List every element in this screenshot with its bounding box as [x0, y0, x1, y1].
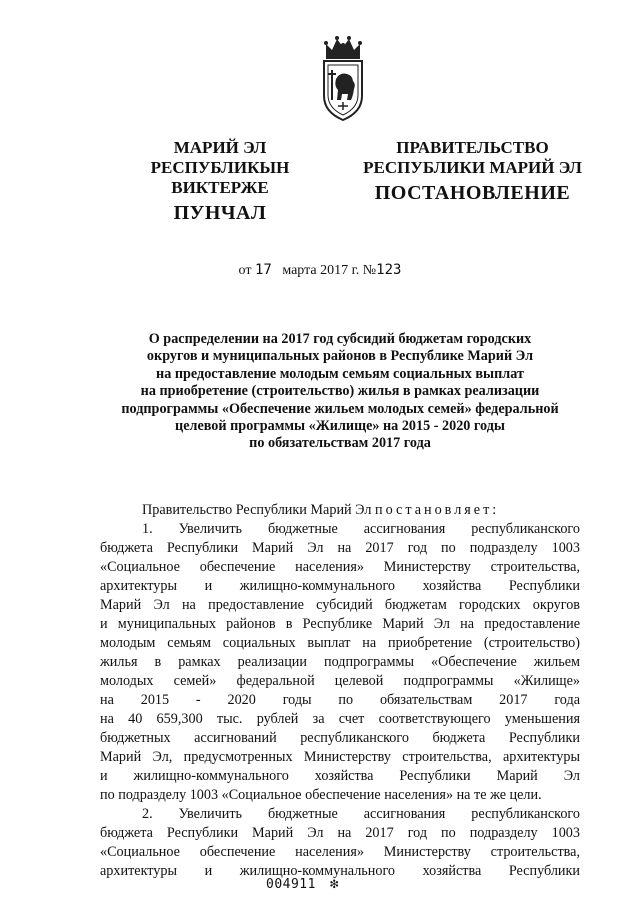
- header-right-doc-type: ПОСТАНОВЛЕНИЕ: [374, 182, 571, 204]
- body-line: архитектуры и жилищно-коммунального хозяйства Республики: [100, 578, 580, 594]
- body-line: архитектуры и жилищно-коммунального хозяйства Республики: [100, 863, 580, 879]
- body-line: и муниципальных районов в Республике Марий Эл на предоставление: [100, 616, 580, 632]
- title-line: на предоставление молодым семьям социальных выплат: [156, 365, 524, 382]
- header-left-doc-type: ПУНЧАЛ: [173, 202, 267, 224]
- body-line: «Социальное обеспечение населения» Министерству строительства,: [100, 559, 580, 575]
- body-line: по подразделу 1003 «Социальное обеспечение населения» на те же цели.: [100, 787, 542, 803]
- document-number: 123: [376, 262, 402, 278]
- footer-mark-icon: ❇: [329, 876, 339, 892]
- footer: [266, 876, 339, 892]
- body-line: и жилищно-коммунального хозяйства Республики Марий Эл: [100, 768, 580, 784]
- header-right-line2: РЕСПУБЛИКИ МАРИЙ ЭЛ: [363, 158, 582, 177]
- body-line: на 40 659,300 тыс. рублей за счет соответствующего уменьшения: [100, 711, 580, 727]
- document-body: [100, 501, 580, 881]
- body-line: 1. Увеличить бюджетные ассигнования республиканского: [142, 521, 580, 537]
- body-line: бюджета Республики Марий Эл на 2017 год по подразделу 1003: [100, 540, 580, 556]
- header-left: [105, 138, 335, 223]
- body-line: на 2015 - 2020 годы по обязательствам 2017 года: [100, 692, 580, 708]
- document-title: [100, 331, 580, 453]
- date-month-year: марта 2017 г. №: [282, 263, 377, 278]
- title-line: округов и муниципальных районов в Республике Марий Эл: [146, 348, 534, 365]
- title-line: по обязательствам 2017 года: [249, 435, 431, 452]
- body-intro: [100, 501, 580, 520]
- header-left-line2: ВИКТЕРЖЕ: [171, 178, 269, 197]
- header-right: [360, 138, 585, 203]
- coat-of-arms-emblem: [320, 34, 366, 122]
- body-line: 2. Увеличить бюджетные ассигнования республиканского: [142, 806, 580, 822]
- body-line: Марий Эл, предусмотренных Министерству строительства, архитектуры: [100, 749, 580, 765]
- date-day: 17: [254, 262, 272, 278]
- intro-resolves: постановляет:: [374, 502, 500, 518]
- title-line: О распределении на 2017 год субсидий бюджетам городских: [148, 331, 532, 347]
- title-line: подпрограммы «Обеспечение жильем молодых семей» федеральной: [121, 400, 559, 417]
- intro-prefix: Правительство Республики Марий Эл: [142, 502, 372, 518]
- body-line: жилья в рамках реализации подпрограммы «Обеспечение жильем: [100, 654, 580, 670]
- serial-number: 004911: [266, 877, 316, 892]
- body-line: бюджетных ассигнований республиканского бюджета Республики: [100, 730, 580, 746]
- date-line: [0, 262, 640, 279]
- body-line: «Социальное обеспечение населения» Министерству строительства,: [100, 844, 580, 860]
- header-right-line1: ПРАВИТЕЛЬСТВО: [396, 138, 549, 157]
- title-line: на приобретение (строительство) жилья в рамках реализации: [140, 383, 540, 400]
- body-line: бюджета Республики Марий Эл на 2017 год по подразделу 1003: [100, 825, 580, 841]
- header-left-line1: МАРИЙ ЭЛ РЕСПУБЛИКЫН: [150, 138, 290, 177]
- body-line: Марий Эл на предоставление субсидий бюджетам городских округов: [100, 597, 580, 613]
- body-line: молодых семей» федеральной целевой подпрограммы «Жилище»: [100, 673, 580, 689]
- title-line: целевой программы «Жилище» на 2015 - 2020 годы: [175, 418, 505, 435]
- body-line: молодым семьям социальных выплат на приобретение (строительство): [100, 635, 580, 651]
- date-prefix: от: [238, 263, 252, 278]
